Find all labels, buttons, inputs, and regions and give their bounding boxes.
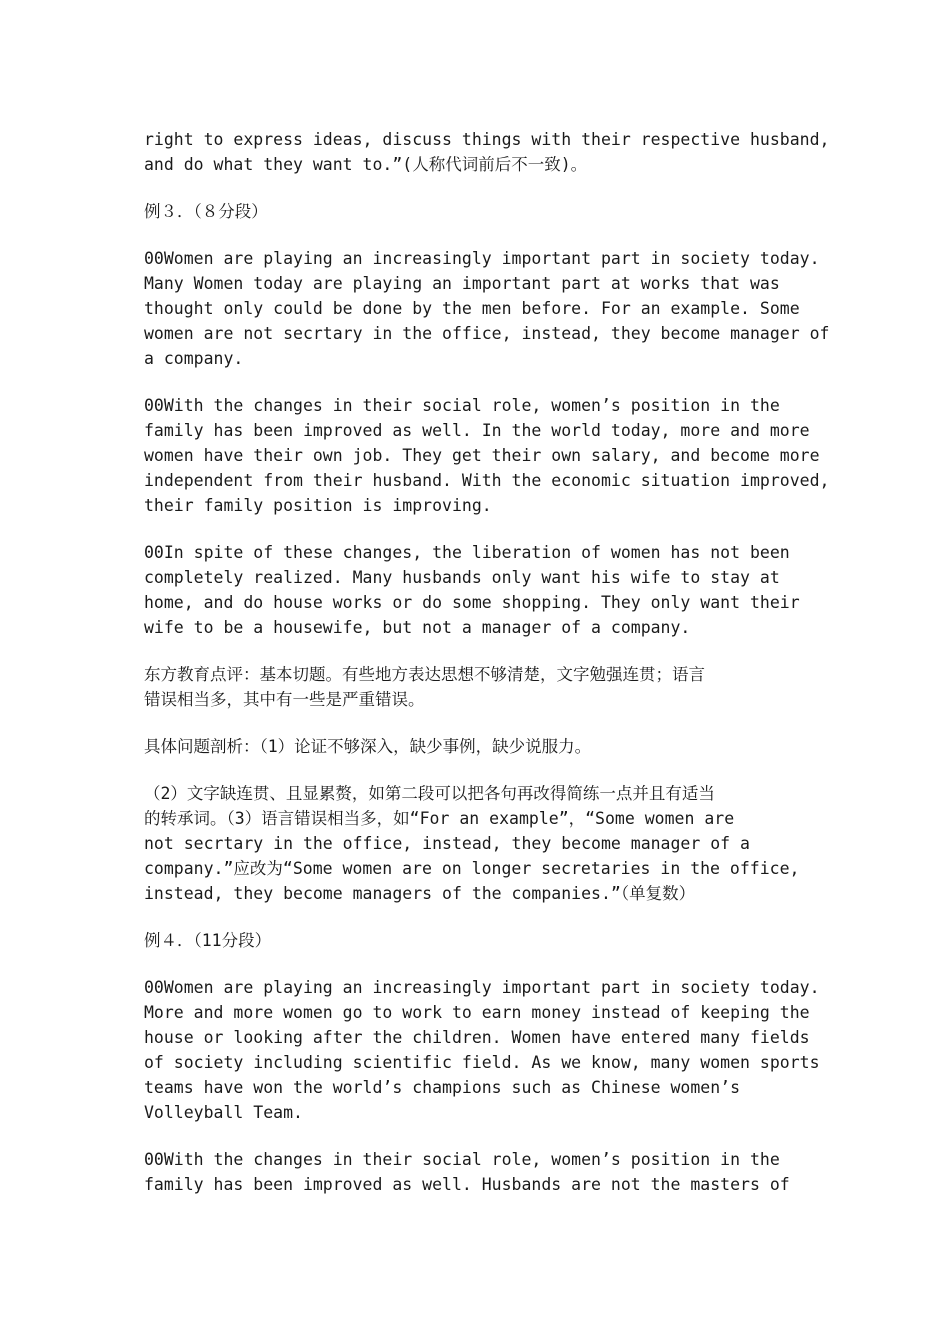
review-comment — [144, 662, 824, 712]
example-4-heading — [144, 928, 824, 953]
text-line: not secrtary in the office, instead, they become manager of a — [144, 834, 750, 853]
text-line: 的转承词。（3）语言错误相当多，如“For an example”，“Some women are — [144, 809, 735, 828]
heading-line: 例３．（８分段） — [144, 202, 268, 221]
paragraph-10 — [144, 975, 824, 1125]
text-line: teams have won the world’s champions such as Chinese women’s — [144, 1078, 741, 1097]
document-page — [144, 127, 830, 1219]
text-line: 00With the changes in their social role, women’s position in the — [144, 396, 780, 415]
text-line: completely realized. Many husbands only want his wife to stay at — [144, 568, 780, 587]
heading-line: 例４．（11分段） — [144, 931, 272, 950]
paragraph-11 — [144, 1147, 824, 1197]
text-line: （2）文字缺连贯、且显累赘，如第二段可以把各句再改得简练一点并且有适当 — [144, 784, 715, 803]
paragraph-3 — [144, 246, 830, 371]
text-line: and do what they want to.”(人称代词前后不一致)。 — [144, 155, 588, 174]
text-line: 具体问题剖析：（1）论证不够深入，缺少事例，缺少说服力。 — [144, 737, 592, 756]
text-line: family has been improved as well. In the world today, more and more — [144, 421, 810, 440]
text-line: thought only could be done by the men before. For an example. Some — [144, 299, 800, 318]
text-line: women have their own job. They get their own salary, and become more — [144, 446, 820, 465]
text-line: family has been improved as well. Husbands are not the masters of — [144, 1175, 790, 1194]
text-line: wife to be a housewife, but not a manager of a company. — [144, 618, 691, 637]
text-line: home, and do house works or do some shopping. They only want their — [144, 593, 800, 612]
text-line: 错误相当多，其中有一些是严重错误。 — [144, 690, 425, 709]
text-line: house or looking after the children. Women have entered many fields — [144, 1028, 810, 1047]
text-line: their family position is improving. — [144, 496, 492, 515]
text-line: independent from their husband. With the economic situation improved, — [144, 471, 830, 490]
text-line: of society including scientific field. As we know, many women sports — [144, 1053, 820, 1072]
paragraph-5 — [144, 540, 824, 640]
text-line: 00With the changes in their social role, women’s position in the — [144, 1150, 780, 1169]
text-line: instead, they become managers of the companies.”（单复数） — [144, 884, 696, 903]
text-line: women are not secrtary in the office, instead, they become manager of — [144, 324, 830, 343]
text-line: Volleyball Team. — [144, 1103, 303, 1122]
problem-analysis — [144, 734, 824, 759]
text-line: 东方教育点评：基本切题。有些地方表达思想不够清楚，文字勉强连贯；语言 — [144, 665, 705, 684]
text-line: 00Women are playing an increasingly important part in society today. — [144, 249, 820, 268]
paragraph-4 — [144, 393, 830, 518]
text-line: a company. — [144, 349, 244, 368]
paragraph-1 — [144, 127, 830, 177]
text-line: Many Women today are playing an important part at works that was — [144, 274, 780, 293]
text-line: 00In spite of these changes, the liberation of women has not been — [144, 543, 790, 562]
text-line: More and more women go to work to earn money instead of keeping the — [144, 1003, 810, 1022]
text-line: company.”应改为“Some women are on longer secretaries in the office, — [144, 859, 800, 878]
text-line: 00Women are playing an increasingly important part in society today. — [144, 978, 820, 997]
example-3-heading — [144, 199, 824, 224]
problem-analysis-details — [144, 781, 824, 906]
text-line: right to express ideas, discuss things with their respective husband, — [144, 130, 830, 149]
